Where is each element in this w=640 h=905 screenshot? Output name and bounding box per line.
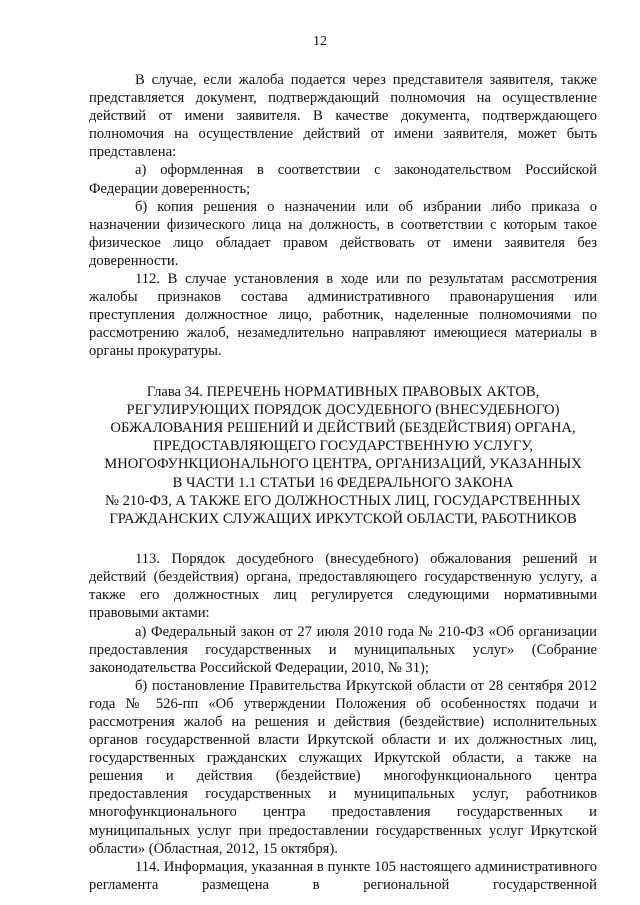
chapter-heading-line: № 210-ФЗ, А ТАКЖЕ ЕГО ДОЛЖНОСТНЫХ ЛИЦ, ГОСУДАРСТВЕННЫХ [105, 492, 581, 509]
chapter-heading-line: РЕГУЛИРУЮЩИХ ПОРЯДОК ДОСУДЕБНОГО (ВНЕСУДЕБНОГО) [126, 401, 560, 418]
document-body [89, 71, 597, 894]
chapter-heading-line: В ЧАСТИ 1.1 СТАТЬИ 16 ФЕДЕРАЛЬНОГО ЗАКОНА [172, 474, 514, 491]
paragraph-item-a-federal-law: а) Федеральный закон от 27 июля 2010 года № 210-ФЗ «Об организации предоставления государственных и муниципальных услуг» (Собрание законодательства Российской Федерации, 2010, № 31); [89, 623, 597, 676]
chapter-heading-line: МНОГОФУНКЦИОНАЛЬНОГО ЦЕНТРА, ОРГАНИЗАЦИЙ, УКАЗАННЫХ [104, 456, 582, 473]
chapter-heading-line: ПРЕДОСТАВЛЯЮЩЕГО ГОСУДАРСТВЕННУЮ УСЛУГУ, [153, 438, 533, 455]
chapter-heading-line: ГРАЖДАНСКИХ СЛУЖАЩИХ ИРКУТСКОЙ ОБЛАСТИ, РАБОТНИКОВ [109, 510, 577, 527]
paragraph-item-b-appointment-copy: б) копия решения о назначении или об избрании либо приказа о назначении физического лица на должность, в соответствии с которым такое физическое лицо обладает правом действовать от имени заявителя без доверенности. [89, 198, 597, 269]
paragraph-item-a-power-of-attorney: а) оформленная в соответствии с законодательством Российской Федерации доверенность; [89, 162, 597, 197]
page-number: 12 [313, 34, 327, 49]
paragraph-113: 113. Порядок досудебного (внесудебного) обжалования решений и действий (бездействия) органа, предоставляющего государственную услугу, а также его должностных лиц регулируется следующими нормативными правовыми актами: [89, 551, 597, 622]
paragraph-representative: В случае, если жалоба подается через представителя заявителя, также представляется документ, подтверждающий полномочия на осуществление действий от имени заявителя. В качестве документа, подтверждающего полномочия на осуществление действий от имени заявителя, может быть представлена: [89, 72, 597, 161]
chapter-heading [89, 383, 597, 529]
chapter-heading-line: Глава 34. ПЕРЕЧЕНЬ НОРМАТИВНЫХ ПРАВОВЫХ АКТОВ, [146, 383, 540, 400]
paragraph-112: 112. В случае установления в ходе или по результатам рассмотрения жалобы признаков состава административного правонарушения или преступления должностное лицо, работник, наделенные полномочиями по рассмотрению жалоб, незамедлительно направляют имеющиеся материалы в органы прокуратуры. [89, 271, 597, 360]
paragraph-114: 114. Информация, указанная в пункте 105 настоящего административного регламента размещена в региональной государственной [89, 858, 597, 893]
paragraph-item-b-resolution: б) постановление Правительства Иркутской области от 28 сентября 2012 года № 526-пп «Об утверждении Положения об особенностях подачи и рассмотрения жалоб на решения и действия (бездействие) исполнительных органов государственной власти Иркутской области и их должностных лиц, государственных гражданских служащих Иркутской области, а также на решения и действия (бездействие) многофункционального центра предоставления государственных и муниципальных услуг, работников многофункционального центра предоставления государственных и муниципальных услуг при предоставлении государственных услуг Иркутской области» (Областная, 2012, 15 октября). [89, 677, 597, 857]
chapter-heading-line: ОБЖАЛОВАНИЯ РЕШЕНИЙ И ДЕЙСТВИЙ (БЕЗДЕЙСТВИЯ) ОРГАНА, [110, 419, 576, 436]
